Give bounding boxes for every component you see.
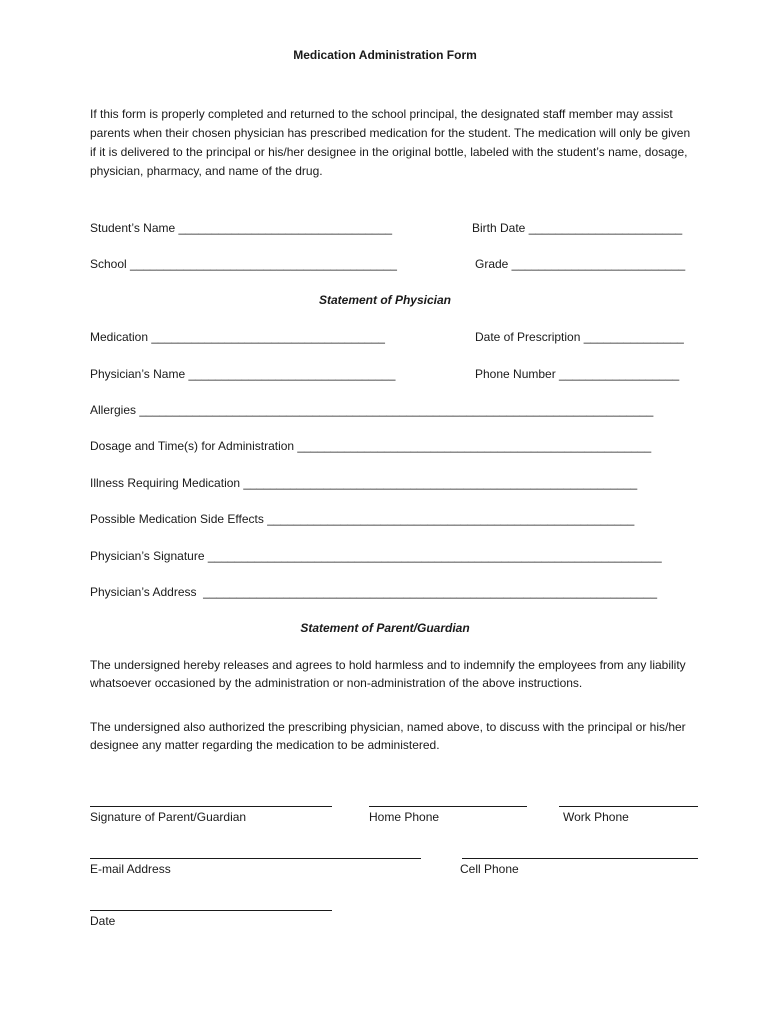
dosage-field[interactable]: Dosage and Time(s) for Administration _____________________________________________________ bbox=[90, 439, 652, 453]
cell-phone-line[interactable] bbox=[462, 858, 698, 859]
birth-date-field[interactable]: Birth Date _______________________ bbox=[472, 221, 683, 235]
allergies-field[interactable]: Allergies _____________________________________________________________________________ bbox=[90, 403, 654, 417]
cell-phone-label: Cell Phone bbox=[460, 862, 519, 876]
email-line[interactable] bbox=[90, 858, 421, 859]
physicians-signature-field[interactable]: Physician’s Signature ____________________________________________________________________ bbox=[90, 549, 662, 563]
physicians-name-field[interactable]: Physician’s Name _______________________________ bbox=[90, 367, 396, 381]
grade-field[interactable]: Grade __________________________ bbox=[475, 257, 686, 271]
date-label: Date bbox=[90, 914, 116, 928]
students-name-field[interactable]: Student’s Name ________________________________ bbox=[90, 221, 393, 235]
home-phone-line[interactable] bbox=[369, 806, 527, 807]
physician-section-heading: Statement of Physician bbox=[318, 293, 452, 307]
physicians-address-field[interactable]: Physician’s Address ____________________________________________________________________ bbox=[90, 585, 657, 599]
school-field[interactable]: School ________________________________________ bbox=[90, 257, 397, 271]
work-phone-label: Work Phone bbox=[563, 810, 629, 824]
date-line[interactable] bbox=[90, 910, 332, 911]
date-of-prescription-field[interactable]: Date of Prescription _______________ bbox=[475, 330, 684, 344]
home-phone-label: Home Phone bbox=[369, 810, 440, 824]
release-paragraph: The undersigned hereby releases and agrees to hold harmless and to indemnify the employees from any liability whatsoever occasioned by the administration or non-administration of the above instructions. bbox=[90, 658, 686, 690]
work-phone-line[interactable] bbox=[559, 806, 698, 807]
phone-number-field[interactable]: Phone Number __________________ bbox=[475, 367, 680, 381]
illness-field[interactable]: Illness Requiring Medication ___________________________________________________________ bbox=[90, 476, 638, 490]
parent-section-heading: Statement of Parent/Guardian bbox=[300, 621, 470, 635]
medication-field[interactable]: Medication ___________________________________ bbox=[90, 330, 385, 344]
parent-signature-line[interactable] bbox=[90, 806, 332, 807]
authorization-paragraph: The undersigned also authorized the prescribing physician, named above, to discuss with the principal or his/her designee any matter regarding the medication to be administered. bbox=[90, 720, 686, 752]
side-effects-field[interactable]: Possible Medication Side Effects _______________________________________________________ bbox=[90, 512, 635, 526]
parent-signature-label: Signature of Parent/Guardian bbox=[90, 810, 247, 824]
email-label: E-mail Address bbox=[90, 862, 171, 876]
intro-paragraph: If this form is properly completed and returned to the school principal, the designated staff member may assist parents when their chosen physician has prescribed medication for the student. The medication will only be given if it is delivered to the principal or his/her designee in the original bottle, labeled with the student’s name, dosage, physician, pharmacy, and name of the drug. bbox=[90, 107, 691, 178]
form-title: Medication Administration Form bbox=[293, 48, 477, 62]
